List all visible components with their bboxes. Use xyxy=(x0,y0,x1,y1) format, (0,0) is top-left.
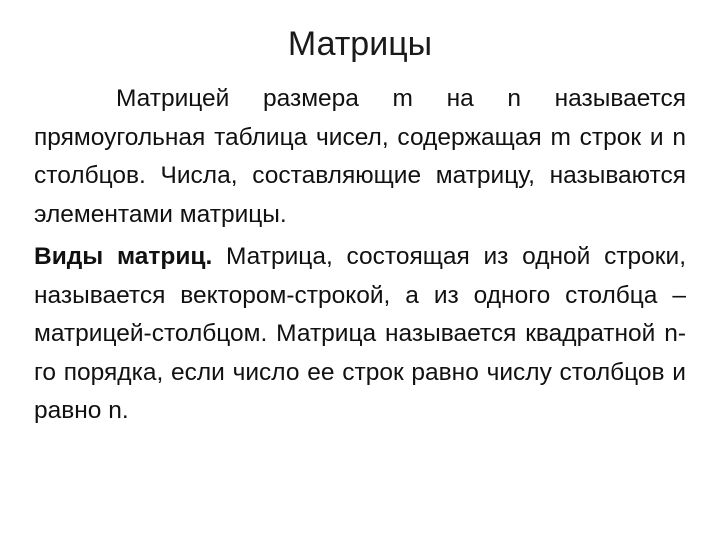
definition-paragraph: Матрицей размера m на n называется прямоугольная таблица чисел, содержащая m строк и n столбцов. Числа, составляющие матрицу, называются элементами матрицы. xyxy=(34,85,686,228)
matrix-types-text: Матрица, состоящая из одной строки, называется вектором-строкой, а из одного столбца – матрицей-столбцом. Матрица называется квадратной n-го порядка, если число ее строк равно числу столбцов и равно n. xyxy=(34,243,687,424)
matrix-types-paragraph xyxy=(34,238,686,431)
slide-title: Матрицы xyxy=(287,25,433,63)
slide-body xyxy=(34,80,686,431)
matrix-types-heading: Виды матриц. xyxy=(34,243,213,270)
